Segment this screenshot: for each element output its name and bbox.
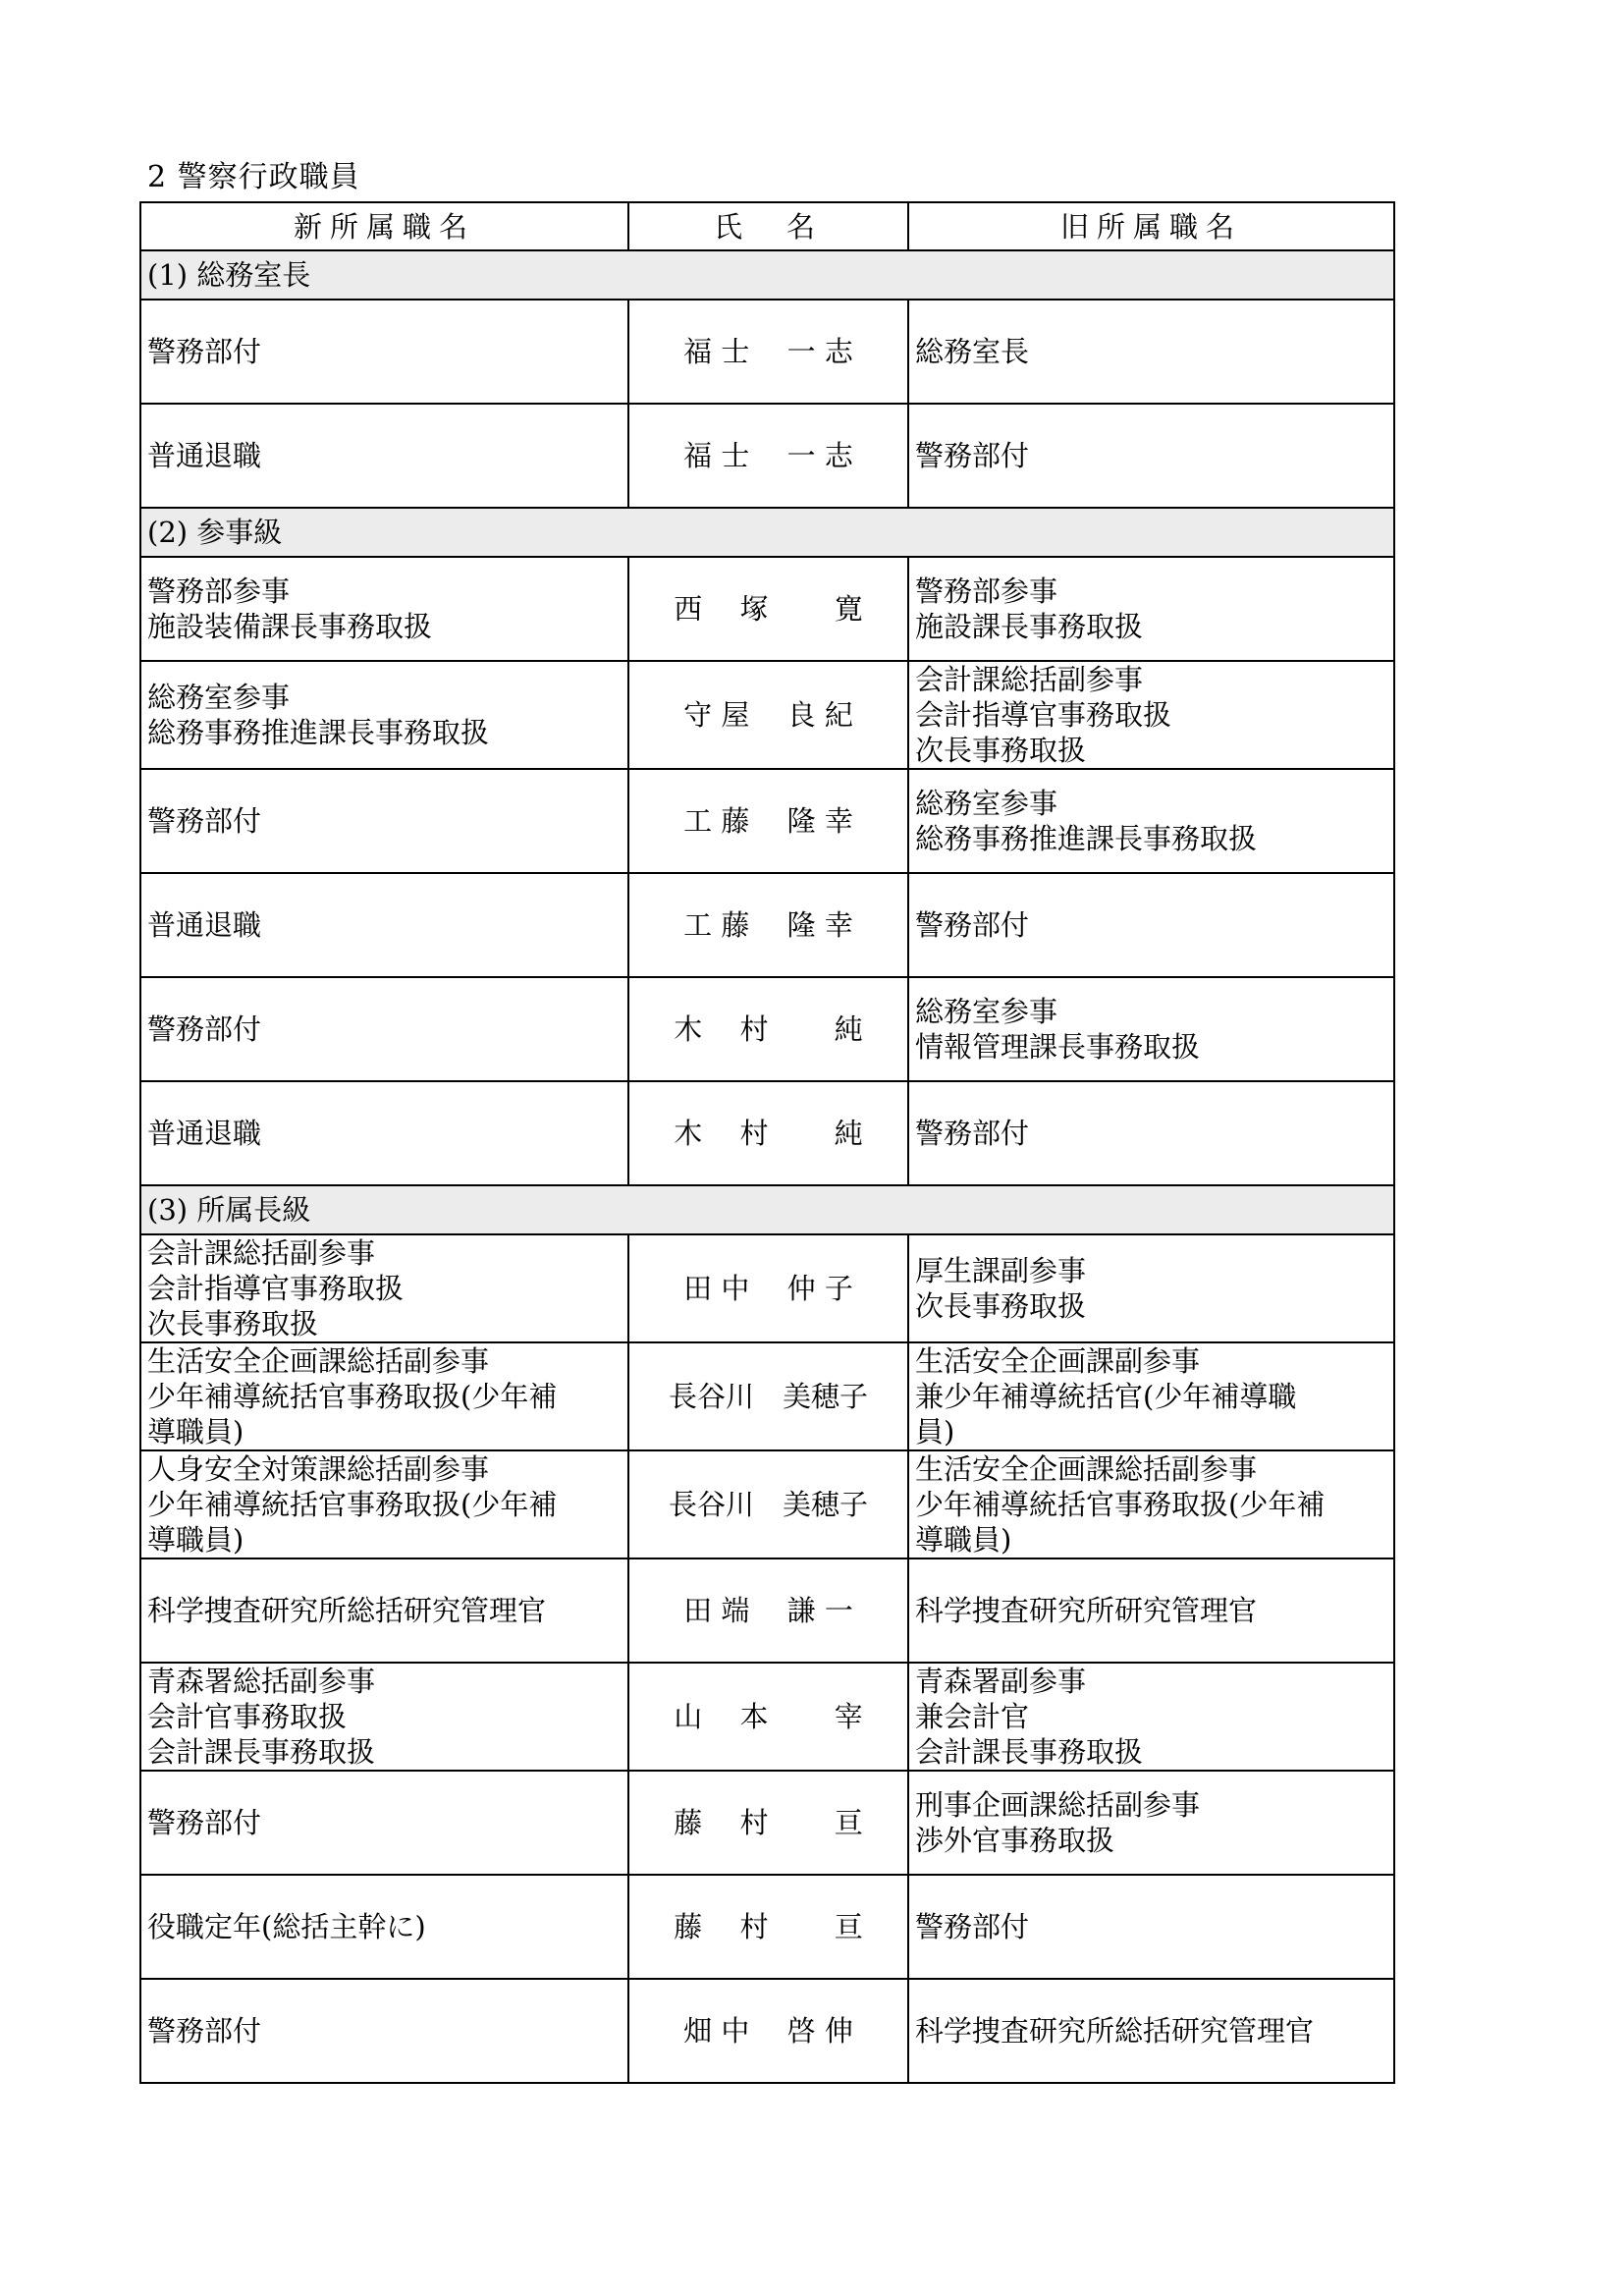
name-cell: 畑 中 啓 伸 <box>628 1979 908 2083</box>
header-old-position: 旧所属職名 <box>908 202 1394 250</box>
new-position-cell: 警務部付 <box>140 300 628 404</box>
name-cell: 福 士 一 志 <box>628 300 908 404</box>
header-name: 氏 名 <box>628 202 908 250</box>
header-new-position: 新所属職名 <box>140 202 628 250</box>
table-row <box>140 300 1394 404</box>
new-position-cell: 警務部参事 施設装備課長事務取扱 <box>140 557 628 661</box>
name-cell: 工 藤 隆 幸 <box>628 769 908 873</box>
page-heading: 2 警察行政職員 <box>147 160 360 194</box>
old-position-cell: 科学捜査研究所総括研究管理官 <box>908 1979 1394 2083</box>
old-position-cell: 警務部参事 施設課長事務取扱 <box>908 557 1394 661</box>
old-position-cell: 会計課総括副参事 会計指導官事務取扱 次長事務取扱 <box>908 661 1394 769</box>
new-position-cell: 警務部付 <box>140 977 628 1081</box>
table-body <box>140 250 1394 2083</box>
table-row <box>140 977 1394 1081</box>
table-row <box>140 1875 1394 1979</box>
old-position-cell: 科学捜査研究所研究管理官 <box>908 1558 1394 1663</box>
name-cell: 工 藤 隆 幸 <box>628 873 908 977</box>
table-row <box>140 557 1394 661</box>
old-position-cell: 生活安全企画課総括副参事 少年補導統括官事務取扱(少年補 導職員) <box>908 1450 1394 1558</box>
new-position-cell: 科学捜査研究所総括研究管理官 <box>140 1558 628 1663</box>
table-row <box>140 404 1394 508</box>
new-position-cell: 会計課総括副参事 会計指導官事務取扱 次長事務取扱 <box>140 1234 628 1342</box>
section-row <box>140 250 1394 300</box>
table-row <box>140 1558 1394 1663</box>
name-cell: 福 士 一 志 <box>628 404 908 508</box>
old-position-cell: 総務室参事 総務事務推進課長事務取扱 <box>908 769 1394 873</box>
section-title: (3) 所属長級 <box>140 1185 1394 1234</box>
name-cell: 守 屋 良 紀 <box>628 661 908 769</box>
table-row <box>140 1450 1394 1558</box>
new-position-cell: 役職定年(総括主幹に) <box>140 1875 628 1979</box>
table-row <box>140 1081 1394 1185</box>
old-position-cell: 総務室参事 情報管理課長事務取扱 <box>908 977 1394 1081</box>
name-cell: 木 村 純 <box>628 977 908 1081</box>
new-position-cell: 警務部付 <box>140 769 628 873</box>
old-position-cell: 青森署副参事 兼会計官 会計課長事務取扱 <box>908 1663 1394 1771</box>
table-row <box>140 873 1394 977</box>
table-row <box>140 1234 1394 1342</box>
new-position-cell: 普通退職 <box>140 404 628 508</box>
table-row <box>140 1979 1394 2083</box>
name-cell: 藤 村 亘 <box>628 1771 908 1875</box>
name-cell: 木 村 純 <box>628 1081 908 1185</box>
name-cell: 長谷川 美穂子 <box>628 1342 908 1450</box>
new-position-cell: 警務部付 <box>140 1979 628 2083</box>
name-cell: 田 端 謙 一 <box>628 1558 908 1663</box>
name-cell: 藤 村 亘 <box>628 1875 908 1979</box>
section-title: (1) 総務室長 <box>140 250 1394 300</box>
section-title: (2) 参事級 <box>140 508 1394 557</box>
old-position-cell: 警務部付 <box>908 873 1394 977</box>
table-row <box>140 769 1394 873</box>
old-position-cell: 警務部付 <box>908 1875 1394 1979</box>
old-position-cell: 警務部付 <box>908 1081 1394 1185</box>
table-row <box>140 1342 1394 1450</box>
new-position-cell: 青森署総括副参事 会計官事務取扱 会計課長事務取扱 <box>140 1663 628 1771</box>
new-position-cell: 人身安全対策課総括副参事 少年補導統括官事務取扱(少年補 導職員) <box>140 1450 628 1558</box>
new-position-cell: 普通退職 <box>140 873 628 977</box>
old-position-cell: 刑事企画課総括副参事 渉外官事務取扱 <box>908 1771 1394 1875</box>
name-cell: 田 中 仲 子 <box>628 1234 908 1342</box>
name-cell: 西 塚 寛 <box>628 557 908 661</box>
section-row <box>140 1185 1394 1234</box>
table-row <box>140 1663 1394 1771</box>
table-row <box>140 1771 1394 1875</box>
name-cell: 山 本 宰 <box>628 1663 908 1771</box>
personnel-table <box>139 201 1395 2084</box>
new-position-cell: 生活安全企画課総括副参事 少年補導統括官事務取扱(少年補 導職員) <box>140 1342 628 1450</box>
old-position-cell: 生活安全企画課副参事 兼少年補導統括官(少年補導職 員) <box>908 1342 1394 1450</box>
table-header-row <box>140 202 1394 250</box>
new-position-cell: 普通退職 <box>140 1081 628 1185</box>
new-position-cell: 警務部付 <box>140 1771 628 1875</box>
name-cell: 長谷川 美穂子 <box>628 1450 908 1558</box>
old-position-cell: 厚生課副参事 次長事務取扱 <box>908 1234 1394 1342</box>
old-position-cell: 警務部付 <box>908 404 1394 508</box>
new-position-cell: 総務室参事 総務事務推進課長事務取扱 <box>140 661 628 769</box>
table-row <box>140 661 1394 769</box>
old-position-cell: 総務室長 <box>908 300 1394 404</box>
section-row <box>140 508 1394 557</box>
